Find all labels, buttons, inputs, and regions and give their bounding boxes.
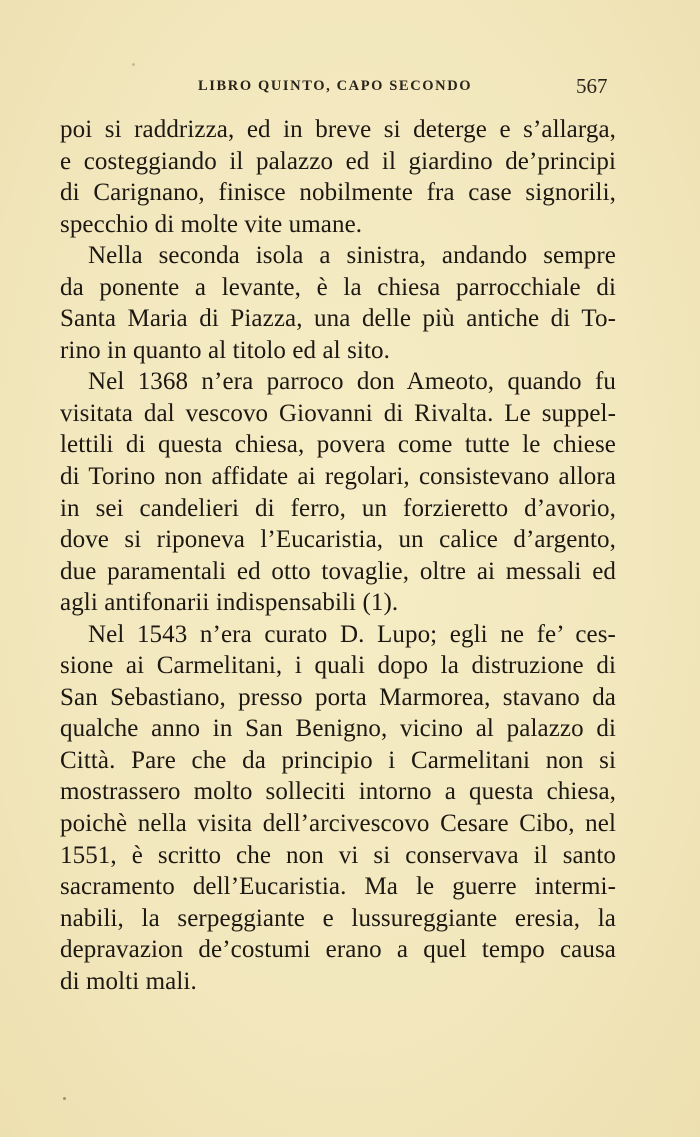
text-line: due paramentali ed otto tovaglie, oltre ai messali ed bbox=[60, 557, 616, 585]
text-line: dove si riponeva l’Eucaristia, un calice d’argento, bbox=[60, 526, 616, 554]
text-line: da ponente a levante, è la chiesa parrocchiale di bbox=[60, 273, 616, 301]
text-line: mostrassero molto solleciti intorno a questa chiesa, bbox=[60, 778, 616, 806]
text-line: di Torino non affidate ai regolari, consistevano allora bbox=[60, 463, 616, 491]
text-line: Santa Maria di Piazza, una delle più antiche di To- bbox=[60, 305, 616, 333]
text-line: Nel 1368 n’era parroco don Ameoto, quando fu bbox=[88, 368, 616, 396]
page-header bbox=[0, 76, 700, 100]
text-line: poi si raddrizza, ed in breve si deterge e s’allarga, bbox=[60, 116, 616, 143]
paper-speck bbox=[63, 1097, 66, 1100]
text-line: sacramento dell’Eucaristia. Ma le guerre intermi- bbox=[60, 873, 616, 901]
text-line: San Sebastiano, presso porta Marmorea, stavano da bbox=[60, 683, 616, 711]
text-line: Nella seconda isola a sinistra, andando sempre bbox=[88, 242, 616, 270]
text-line: Nel 1543 n’era curato D. Lupo; egli ne fe’ ces- bbox=[88, 620, 616, 648]
text-line: qualche anno in San Benigno, vicino al palazzo di bbox=[60, 715, 616, 743]
text-line: di molti mali. bbox=[60, 967, 197, 995]
text-line: 1551, è scritto che non vi si conservava il santo bbox=[60, 841, 616, 869]
paper-speck bbox=[132, 63, 135, 66]
text-line: rino in quanto al titolo ed al sito. bbox=[60, 336, 390, 364]
text-line: Città. Pare che da principio i Carmelitani non si bbox=[60, 746, 616, 774]
text-line: di Carignano, finisce nobilmente fra case signorili, bbox=[60, 179, 616, 207]
running-title: LIBRO QUINTO, CAPO SECONDO bbox=[198, 78, 473, 94]
text-line: specchio di molte vite umane. bbox=[60, 210, 363, 238]
text-line: poichè nella visita dell’arcivescovo Cesare Cibo, nel bbox=[60, 810, 616, 838]
text-line: agli antifonarii indispensabili (1). bbox=[60, 589, 399, 617]
page-number: 567 bbox=[576, 74, 608, 98]
body-text bbox=[60, 114, 616, 997]
text-line: depravazion de’costumi erano a quel tempo causa bbox=[60, 936, 616, 964]
text-line: nabili, la serpeggiante e lussureggiante eresia, la bbox=[60, 904, 616, 932]
text-line: e costeggiando il palazzo ed il giardino de’principi bbox=[60, 147, 616, 175]
text-line: lettili di questa chiesa, povera come tutte le chiese bbox=[60, 431, 616, 459]
text-line: sione ai Carmelitani, i quali dopo la distruzione di bbox=[60, 652, 616, 680]
text-line: visitata dal vescovo Giovanni di Rivalta. Le suppel- bbox=[60, 399, 616, 427]
text-line: in sei candelieri di ferro, un forzieretto d’avorio, bbox=[60, 494, 616, 522]
